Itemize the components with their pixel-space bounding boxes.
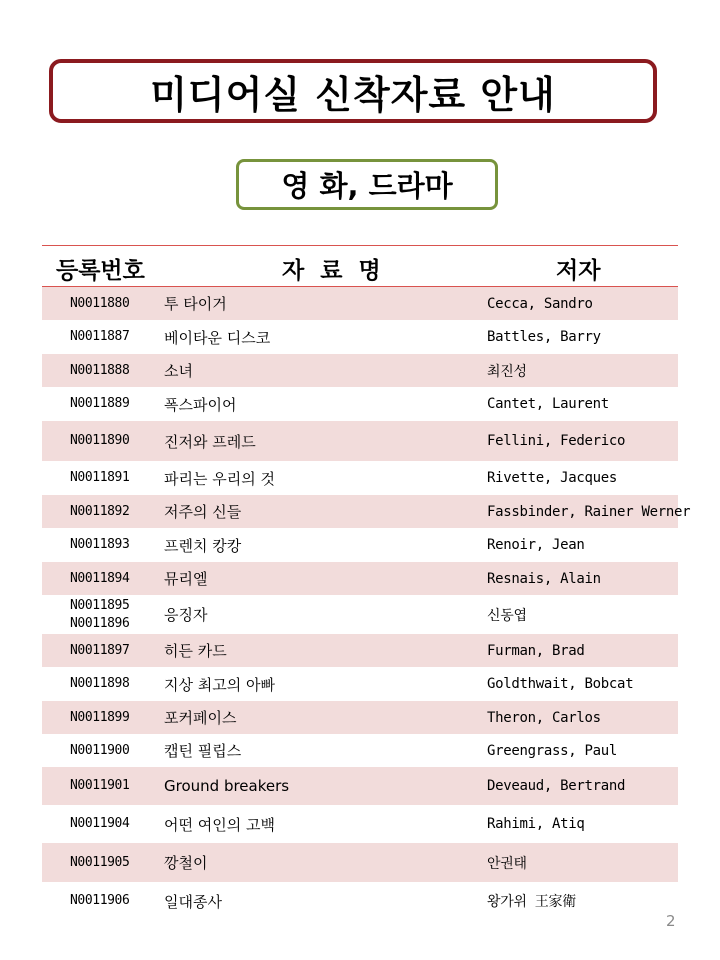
registration-number [70, 734, 129, 767]
registration-number-value: N0011880 [70, 295, 130, 311]
registration-number-value: N0011899 [70, 709, 130, 725]
registration-number-value: N0011887 [70, 329, 130, 344]
material-title: 소녀 [164, 362, 193, 380]
author-name: Battles, Barry [487, 329, 601, 345]
author-name: Rahimi, Atiq [487, 816, 585, 832]
author-name: Fassbinder, Rainer Werner [487, 503, 691, 520]
material-title: 베이타운 디스코 [164, 328, 271, 347]
registration-number-value: N0011893 [70, 537, 130, 552]
registration-number [70, 882, 129, 920]
registration-number [70, 495, 129, 528]
material-title: 지상 최고의 아빠 [164, 675, 275, 694]
table-row [42, 354, 678, 387]
table-row [42, 701, 678, 734]
registration-number [70, 320, 129, 354]
category-title: 영 화, 드라마 [236, 159, 498, 210]
registration-number [70, 701, 129, 734]
author-name: Greengrass, Paul [487, 742, 618, 759]
author-name: 안권태 [487, 855, 527, 872]
registration-number-value: N0011894 [70, 570, 130, 586]
material-title: 포커페이스 [164, 709, 237, 727]
author-name: Furman, Brad [487, 642, 585, 659]
registration-number-value: N0011891 [70, 470, 130, 485]
material-title: 일대종사 [164, 892, 222, 911]
author-name: 왕가위 王家衛 [487, 894, 576, 910]
material-title: 깡철이 [164, 854, 208, 872]
table-row [42, 805, 678, 843]
header-author: 저자 [556, 258, 601, 284]
registration-number [70, 634, 129, 667]
table-row [42, 528, 678, 562]
material-title: 응징자 [164, 606, 208, 624]
material-title: 프렌치 캉캉 [164, 536, 242, 555]
registration-number-value: N0011901 [70, 778, 130, 793]
table-row [42, 320, 678, 354]
material-title: 진저와 프레드 [164, 432, 256, 451]
material-title: 투 타이거 [164, 295, 227, 313]
header-material-title: 자 료 명 [282, 258, 385, 284]
header-registration-number: 등록번호 [56, 258, 145, 284]
table-row [42, 634, 678, 667]
author-name: Deveaud, Bertrand [487, 778, 626, 794]
registration-number [70, 767, 129, 805]
registration-number [70, 528, 129, 562]
new-materials-table [42, 245, 691, 920]
registration-number-value: N0011895 [70, 597, 130, 613]
author-name: Renoir, Jean [487, 537, 585, 553]
author-name: Fellini, Federico [487, 433, 626, 449]
author-name: 신동엽 [487, 607, 527, 624]
page-title: 미디어실 신착자료 안내 [49, 59, 657, 123]
registration-number-value: N0011900 [70, 742, 130, 758]
table-row [42, 595, 678, 634]
table-row [42, 734, 678, 767]
author-name: Resnais, Alain [487, 570, 601, 587]
material-title: 어떤 여인의 고백 [164, 815, 275, 834]
author-name: Rivette, Jacques [487, 470, 618, 486]
registration-number [70, 421, 129, 461]
registration-number-value: N0011897 [70, 642, 130, 658]
material-title: 폭스파이어 [164, 395, 237, 414]
material-title: 뮤리엘 [164, 570, 208, 588]
registration-number [70, 843, 129, 882]
registration-number [70, 805, 129, 843]
registration-number-value: N0011906 [70, 893, 130, 908]
registration-number-value: N0011904 [70, 816, 130, 831]
registration-number-value: N0011905 [70, 854, 130, 870]
table-row [42, 495, 691, 528]
material-title: 파리는 우리의 것 [164, 469, 275, 488]
registration-number [70, 562, 129, 595]
table-row [42, 843, 678, 882]
table-row [42, 287, 678, 320]
registration-number [70, 667, 129, 701]
author-name: Goldthwait, Bobcat [487, 676, 634, 692]
material-title: 캡틴 필립스 [164, 742, 242, 760]
table-row [42, 562, 678, 595]
registration-number [70, 387, 129, 421]
table-row [42, 461, 678, 495]
registration-number-value: N0011889 [70, 396, 130, 411]
registration-number [70, 595, 129, 634]
table-row [42, 667, 678, 701]
registration-number-value: N0011896 [70, 615, 130, 631]
table-row [42, 387, 678, 421]
registration-number-value: N0011890 [70, 433, 130, 448]
author-name: 최진성 [487, 363, 527, 380]
author-name: Theron, Carlos [487, 709, 601, 726]
table-header [42, 245, 678, 287]
registration-number-value: N0011888 [70, 362, 130, 378]
material-title: 히든 카드 [164, 642, 227, 660]
material-title: Ground breakers [164, 777, 290, 795]
registration-number [70, 461, 129, 495]
table-row [42, 421, 678, 461]
author-name: Cecca, Sandro [487, 295, 593, 312]
registration-number [70, 354, 129, 387]
material-title: 저주의 신들 [164, 503, 242, 521]
table-row [42, 882, 678, 920]
table-row [42, 767, 678, 805]
registration-number-value: N0011898 [70, 676, 130, 691]
author-name: Cantet, Laurent [487, 396, 609, 412]
page-number: 2 [666, 912, 676, 930]
registration-number-value: N0011892 [70, 503, 130, 519]
table-body [42, 287, 691, 920]
registration-number [70, 287, 129, 320]
